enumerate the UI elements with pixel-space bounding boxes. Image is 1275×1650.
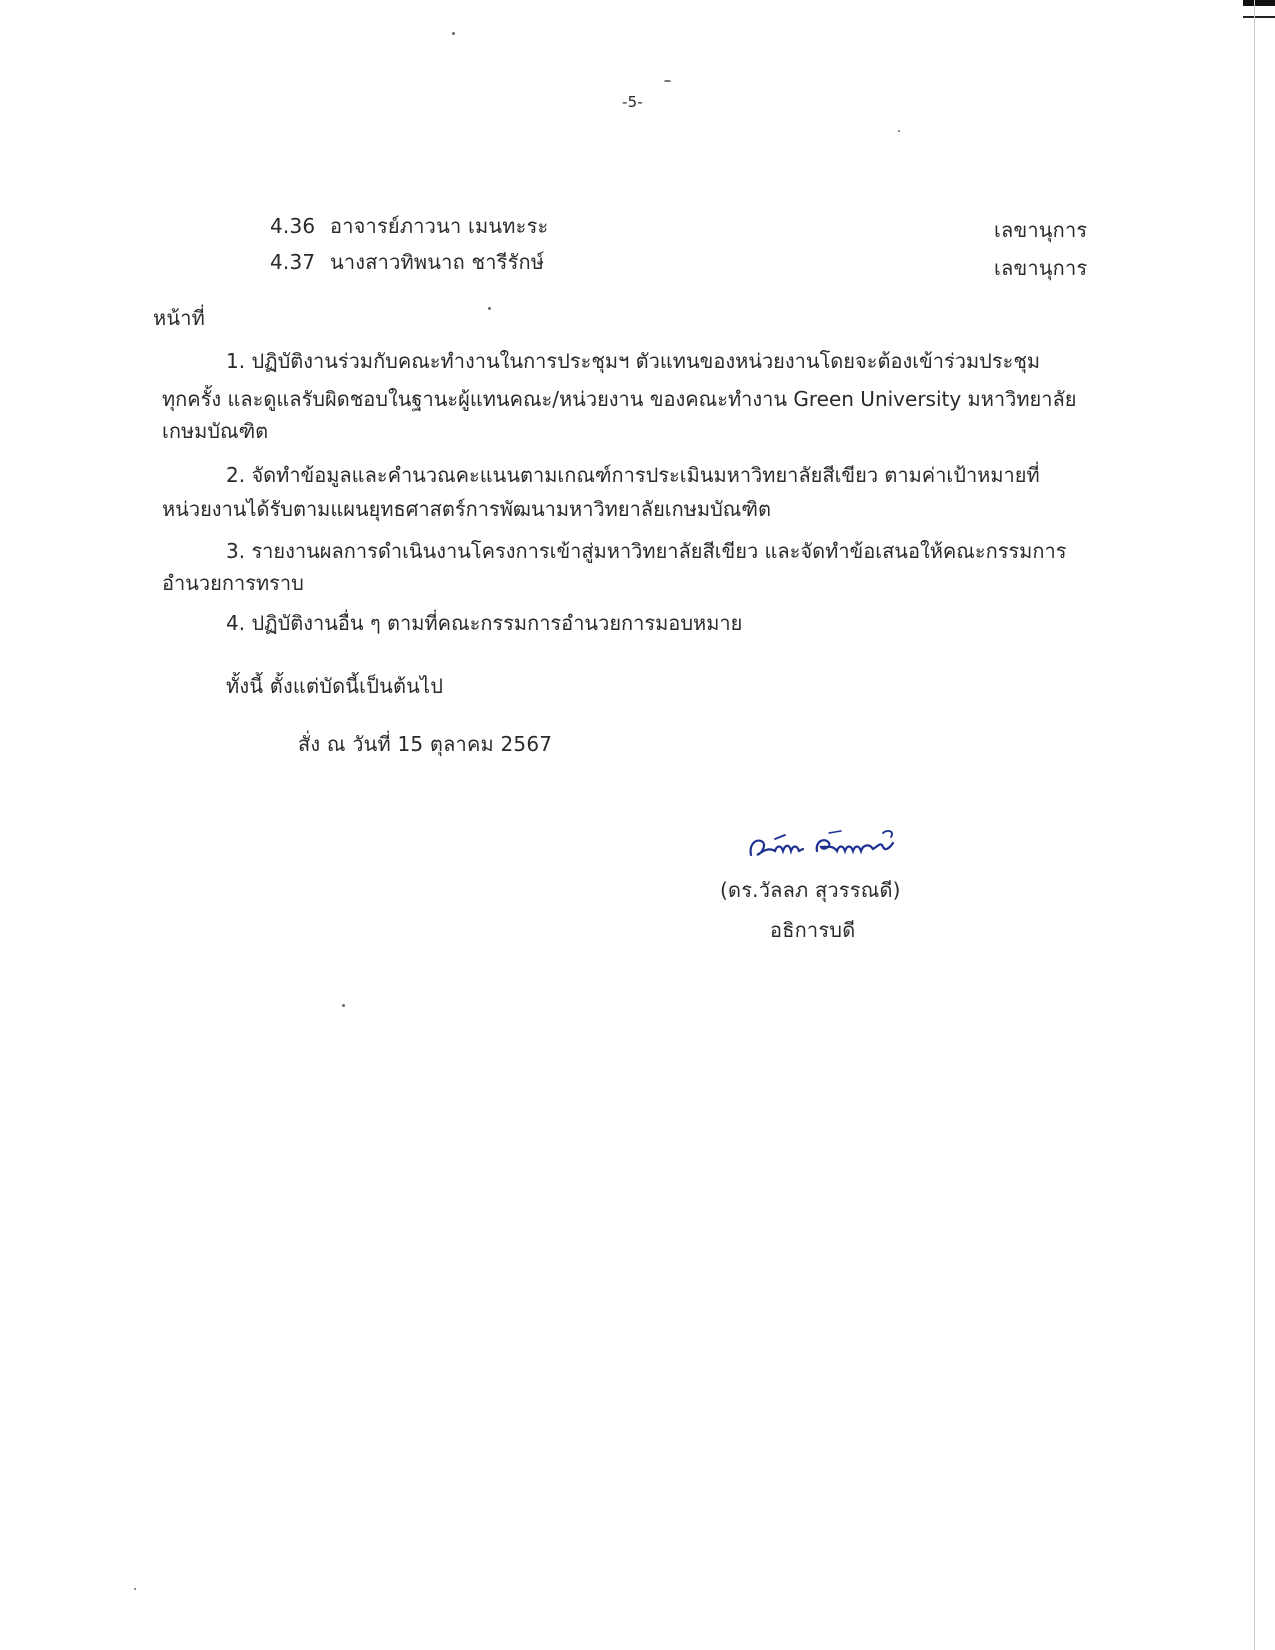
signatory-name: (ดร.วัลลภ สุวรรณดี) (720, 878, 901, 902)
duty-1-line-2: ทุกครั้ง และดูแลรับผิดชอบในฐานะผู้แทนคณะ/หน่วยงาน ของคณะทำงาน Green University มหาวิทยาลัย (162, 387, 1077, 411)
member-role: เลขานุการ (994, 256, 1088, 280)
duty-1-line-3: เกษมบัณฑิต (162, 419, 269, 443)
duty-4-line-1: 4. ปฏิบัติงานอื่น ๆ ตามที่คณะกรรมการอำนวยการมอบหมาย (226, 611, 743, 635)
page-number: -5- (622, 93, 643, 111)
scan-speck (342, 1004, 345, 1007)
scan-speck (664, 80, 671, 82)
scan-edge-line (1254, 0, 1255, 1650)
duty-1-line-1: 1. ปฏิบัติงานร่วมกับคณะทำงานในการประชุมฯ ตัวแทนของหน่วยงานโดยจะต้องเข้าร่วมประชุม (226, 349, 1041, 373)
duty-3-line-2: อำนวยการทราบ (162, 571, 304, 595)
member-role: เลขานุการ (994, 218, 1088, 242)
duty-2-line-1: 2. จัดทำข้อมูลและคำนวณคะแนนตามเกณฑ์การประเมินมหาวิทยาลัยสีเขียว ตามค่าเป้าหมายที่ (226, 463, 1040, 487)
scan-speck (134, 1588, 136, 1590)
scan-speck (898, 130, 900, 132)
scan-edge-mark (1243, 16, 1275, 18)
duty-2-line-2: หน่วยงานได้รับตามแผนยุทธศาสตร์การพัฒนามหาวิทยาลัยเกษมบัณฑิต (162, 497, 771, 521)
handwritten-signature (745, 825, 905, 865)
duty-3-line-1: 3. รายงานผลการดำเนินงานโครงการเข้าสู่มหาวิทยาลัยสีเขียว และจัดทำข้อเสนอให้คณะกรรมการ (226, 539, 1067, 563)
scan-speck (488, 307, 491, 310)
scan-edge-mark (1243, 0, 1275, 6)
member-name: อาจารย์ภาวนา เมนทะระ (330, 214, 549, 238)
order-date: สั่ง ณ วันที่ 15 ตุลาคม 2567 (298, 732, 553, 756)
scan-speck (452, 32, 455, 35)
member-number: 4.36 (270, 214, 316, 238)
effective-statement: ทั้งนี้ ตั้งแต่บัดนี้เป็นต้นไป (226, 674, 444, 698)
duties-heading: หน้าที่ (153, 306, 206, 330)
member-name: นางสาวทิพนาถ ชารีรักษ์ (330, 250, 545, 274)
signatory-title: อธิการบดี (770, 918, 856, 942)
member-number: 4.37 (270, 250, 316, 274)
